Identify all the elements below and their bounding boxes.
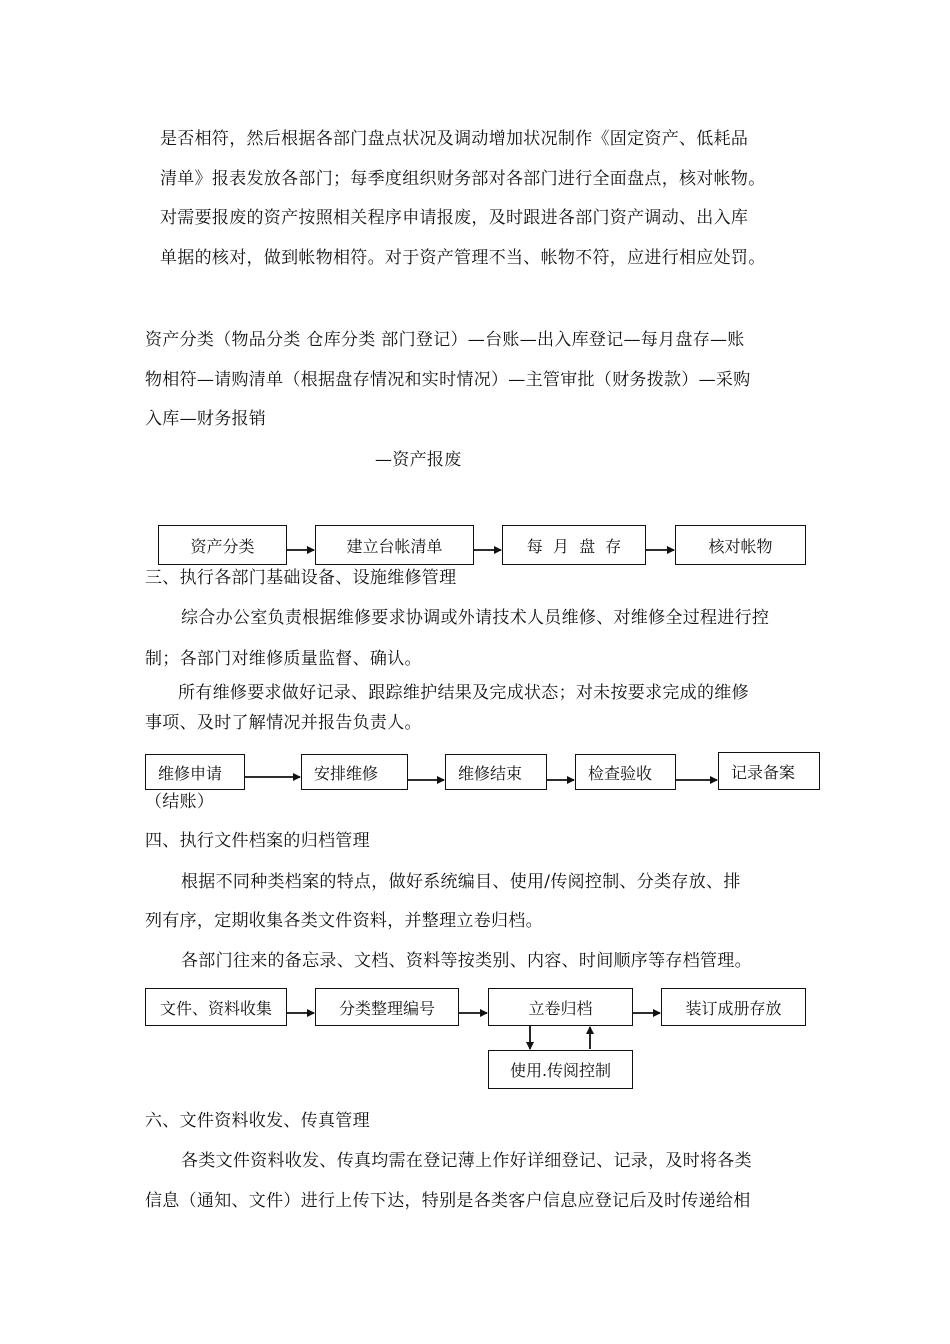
flow2-box-arrange-repair — [301, 754, 408, 790]
flow3-box-bind-store — [661, 988, 806, 1026]
flow3-label: 分类整理编号 — [338, 998, 435, 1018]
intro-line-4: 单据的核对，做到帐物相符。对于资产管理不当、帐物不符，应进行相应处罚。 — [160, 248, 766, 268]
flow3-box-archive — [488, 988, 633, 1026]
flow2-box-inspection — [575, 754, 676, 790]
flow1-box-reconcile — [675, 525, 806, 565]
flow2-note: （结账） — [145, 792, 215, 812]
section3-para1-line2: 制；各部门对维修质量监督、确认。 — [145, 649, 422, 669]
flow3-label: 文件、资料收集 — [159, 998, 272, 1018]
flow2-label: 记录备案 — [731, 762, 796, 782]
flow1-box-asset-classification — [158, 525, 287, 565]
flow1-label: 资产分类 — [190, 536, 255, 556]
section3-heading: 三、执行各部门基础设备、设施维修管理 — [145, 568, 457, 588]
intro-line-3: 对需要报废的资产按照相关程序申请报废，及时跟进各部门资产调动、出入库 — [160, 208, 749, 228]
section4-heading: 四、执行文件档案的归档管理 — [145, 831, 370, 851]
section3-para2-line2: 事项、及时了解情况并报告负责人。 — [145, 713, 422, 733]
section4-para1-line1: 根据不同种类档案的特点，做好系统编目、使用/传阅控制、分类存放、排 — [181, 872, 741, 892]
section6-heading: 六、文件资料收发、传真管理 — [145, 1111, 370, 1131]
section4-para1-line2: 列有序，定期收集各类文件资料，并整理立卷归档。 — [145, 911, 543, 931]
section4-para2: 各部门往来的备忘录、文档、资料等按类别、内容、时间顺序等存档管理。 — [181, 951, 752, 971]
flow3-box-collect — [145, 988, 287, 1026]
section6-para1-line1: 各类文件资料收发、传真均需在登记薄上作好详细登记、记录，及时将各类 — [181, 1151, 752, 1171]
flow2-label: 安排维修 — [314, 763, 379, 783]
flow3-box-usage-control — [488, 1050, 633, 1089]
flow2-box-repair-complete — [445, 754, 547, 790]
flow3-label: 使用.传阅控制 — [509, 1061, 612, 1080]
flow3-label: 装订成册存放 — [685, 998, 782, 1018]
asset-flow-line-3: 入库—财务报销 — [145, 409, 267, 429]
flow3-box-sort-number — [315, 988, 459, 1026]
flow1-label: 每 月 盘 存 — [526, 536, 622, 556]
section3-para1-line1: 综合办公室负责根据维修要求协调或外请技术人员维修、对维修全过程进行控 — [181, 608, 770, 628]
flow1-box-ledger — [315, 525, 474, 565]
flow2-box-repair-request — [145, 754, 245, 790]
flow1-box-monthly-inventory — [502, 525, 646, 565]
asset-flow-line-2: 物相符—请购清单（根据盘存情况和实时情况）—主管审批（财务拨款）—采购 — [145, 370, 751, 390]
asset-flow-line-4: —资产报废 — [375, 450, 462, 470]
flow2-box-record — [718, 752, 820, 790]
intro-line-1: 是否相符，然后根据各部门盘点状况及调动增加状况制作《固定资产、低耗品 — [160, 129, 749, 149]
section6-para1-line2: 信息（通知、文件）进行上传下达，特别是各类客户信息应登记后及时传递给相 — [145, 1191, 751, 1211]
flow3-label: 立卷归档 — [528, 998, 593, 1018]
flow2-label: 检查验收 — [588, 763, 653, 783]
flow2-label: 维修申请 — [158, 763, 223, 783]
section3-para2-line1: 所有维修要求做好记录、跟踪维护结果及完成状态；对未按要求完成的维修 — [178, 683, 749, 703]
flow1-label: 核对帐物 — [708, 536, 773, 556]
intro-line-2: 清单》报表发放各部门；每季度组织财务部对各部门进行全面盘点，核对帐物。 — [160, 169, 766, 189]
flow1-label: 建立台帐清单 — [346, 536, 443, 556]
asset-flow-line-1: 资产分类（物品分类 仓库分类 部门登记）—台账—出入库登记—每月盘存—账 — [145, 330, 745, 350]
flow2-label: 维修结束 — [458, 763, 523, 783]
